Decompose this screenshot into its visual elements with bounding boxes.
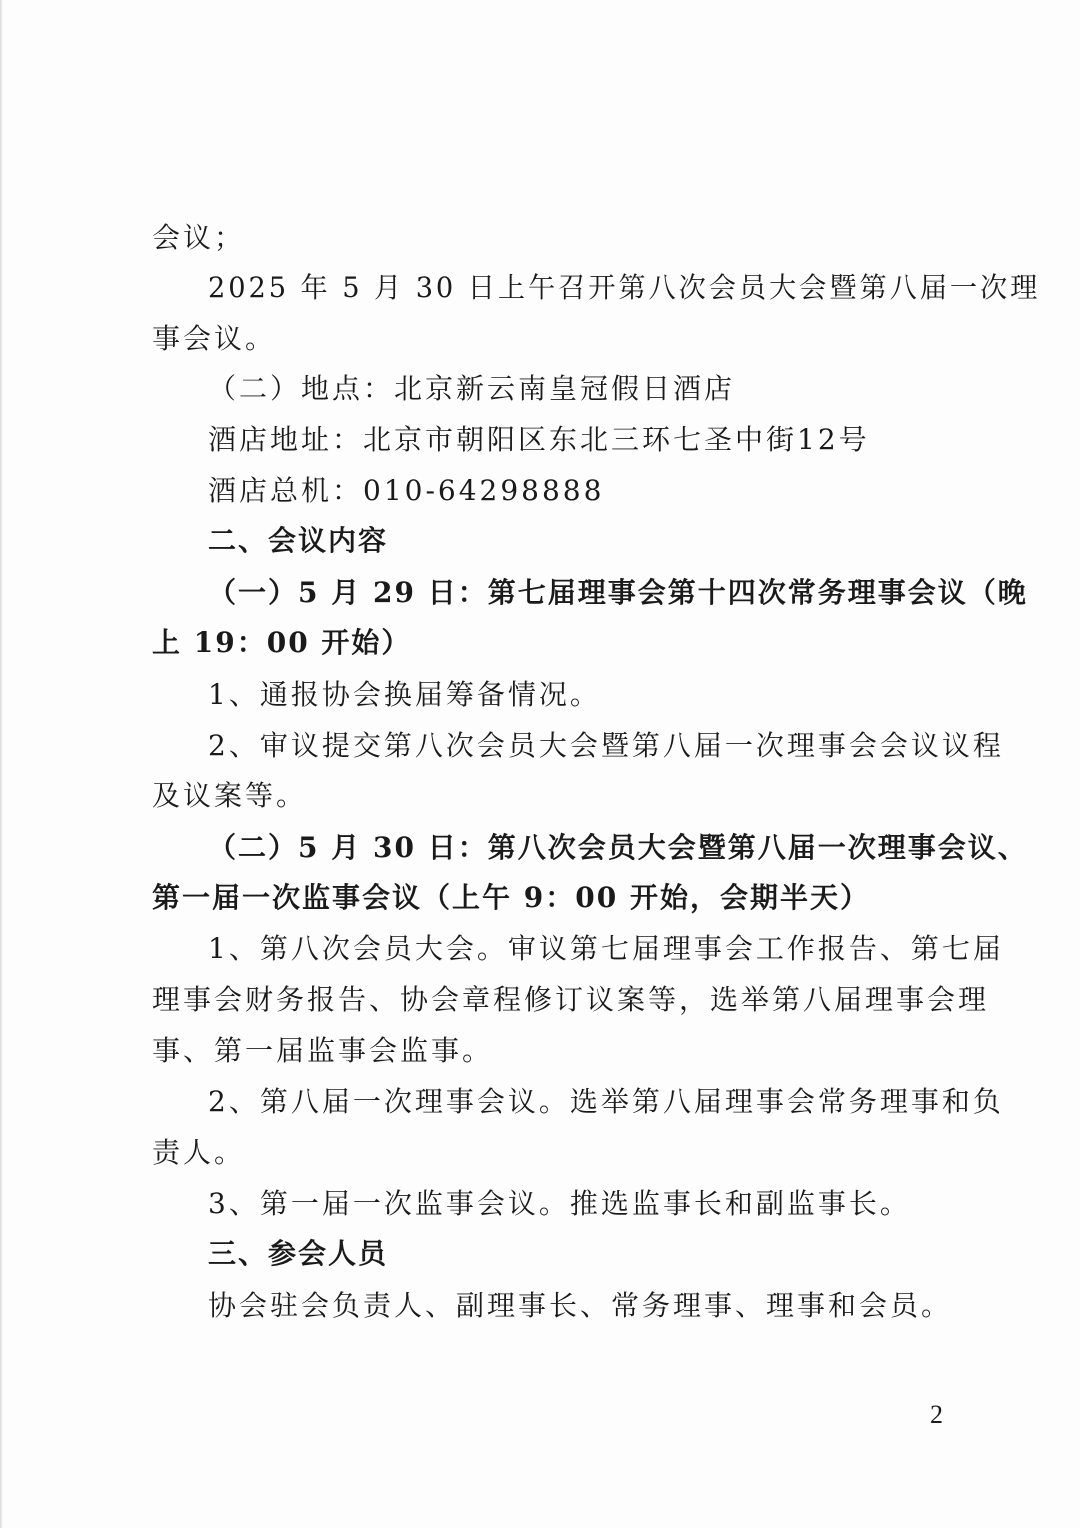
text-line: 酒店地址：北京市朝阳区东北三环七圣中街12号 [208, 423, 870, 456]
text-line: （二）地点：北京新云南皇冠假日酒店 [208, 372, 736, 405]
section-heading: 二、会议内容 [208, 524, 389, 557]
text-line: 理事会财务报告、协会章程修订议案等，选举第八届理事会理 [152, 983, 990, 1016]
text-line: 责人。 [152, 1136, 246, 1169]
text-line: 1、第八次会员大会。审议第七届理事会工作报告、第七届 [208, 932, 1004, 965]
subsection-heading-cont: 上 19：00 开始） [152, 626, 412, 659]
text-line: 事、第一届监事会监事。 [152, 1034, 494, 1067]
section-heading: 三、参会人员 [208, 1237, 389, 1270]
text-line: 协会驻会负责人、副理事长、常务理事、理事和会员。 [208, 1289, 953, 1322]
page-edge [0, 0, 3, 1528]
subsection-heading-cont: 第一届一次监事会议（上午 9：00 开始，会期半天） [152, 881, 870, 914]
text-line: 2、第八届一次理事会议。选举第八届理事会常务理事和负 [208, 1085, 1004, 1118]
page-number: 2 [930, 1400, 943, 1429]
text-line: 及议案等。 [152, 779, 308, 812]
text-line: 会议； [152, 221, 246, 254]
text-line: 2025 年 5 月 30 日上午召开第八次会员大会暨第八届一次理 [208, 271, 1041, 304]
text-line: 1、通报协会换届筹备情况。 [208, 678, 601, 711]
subsection-heading: （一）5 月 29 日：第七届理事会第十四次常务理事会议（晚 [208, 576, 1028, 609]
text-line: 事会议。 [152, 322, 277, 355]
text-line: 2、审议提交第八次会员大会暨第八届一次理事会会议议程 [208, 729, 1004, 762]
subsection-heading: （二）5 月 30 日：第八次会员大会暨第八届一次理事会议、 [208, 831, 1028, 864]
text-line: 3、第一届一次监事会议。推选监事长和副监事长。 [208, 1187, 911, 1220]
text-line: 酒店总机：010-64298888 [208, 474, 605, 507]
